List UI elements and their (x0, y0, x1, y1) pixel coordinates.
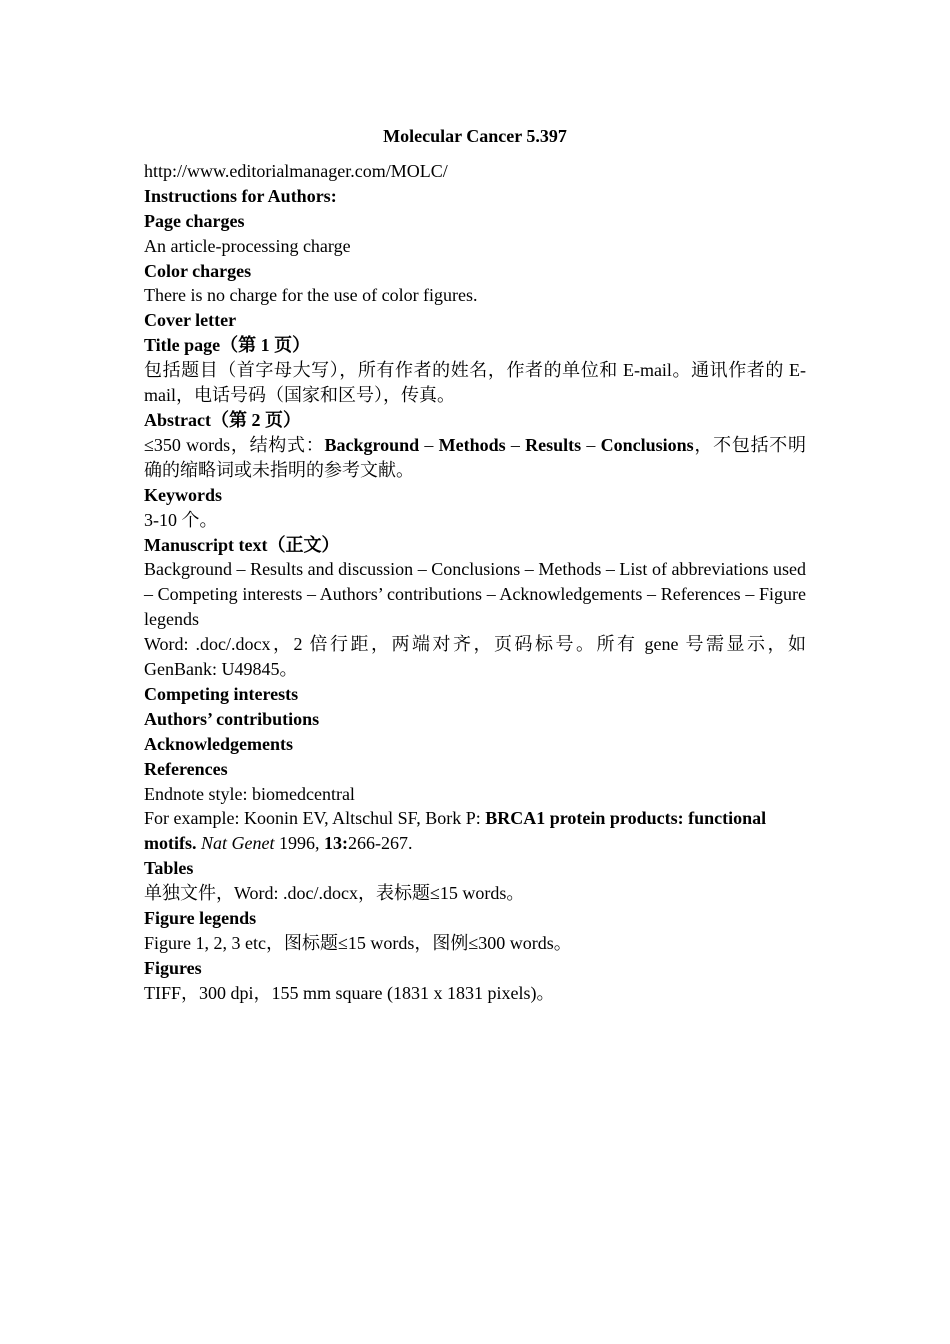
figure-legends-heading: Figure legends (144, 908, 257, 929)
manuscript-word-format: Word: .doc/.docx，2 倍行距，两端对齐，页码标号。所有 gene 号需显示，如 GenBank: U49845。 (144, 634, 806, 680)
abstract-section-background: Background (324, 434, 420, 455)
abstract-suffix: ，不包括不明确的缩略词或未指明的参考文献。 (144, 434, 807, 480)
example-journal: Nat Genet (201, 833, 275, 854)
competing-interests-heading: Competing interests (144, 683, 299, 704)
abstract-section-results: Results (525, 434, 582, 455)
color-charges-heading: Color charges (144, 260, 252, 281)
references-heading: References (144, 758, 228, 779)
abstract-text (144, 433, 806, 483)
title-page-text: 包括题目（首字母大写），所有作者的姓名，作者的单位和 E-mail。通讯作者的 E-mail，电话号码（国家和区号），传真。 (144, 360, 806, 406)
abstract-heading: Abstract（第 2 页） (144, 409, 301, 430)
keywords-text: 3-10 个。 (144, 509, 218, 530)
authors-contributions-heading: Authors’ contributions (144, 708, 320, 729)
color-charges-text: There is no charge for the use of color figures. (144, 285, 478, 306)
figures-text: TIFF，300 dpi，155 mm square (1831 x 1831 pixels)。 (144, 982, 555, 1003)
example-pages: 266-267. (348, 833, 413, 854)
example-year: 1996, (274, 833, 324, 854)
references-example (144, 806, 806, 856)
keywords-heading: Keywords (144, 484, 222, 505)
document-title: Molecular Cancer 5.397 (383, 126, 567, 146)
abstract-dash: – (419, 434, 439, 455)
page-charges-heading: Page charges (144, 210, 245, 231)
cover-letter-heading: Cover letter (144, 310, 237, 331)
abstract-prefix: ≤350 words，结构式： (144, 434, 325, 455)
page-charges-text: An article-processing charge (144, 235, 351, 256)
tables-heading: Tables (144, 858, 194, 879)
title-page-heading: Title page（第 1 页） (144, 335, 311, 356)
acknowledgements-heading: Acknowledgements (144, 733, 293, 754)
manuscript-heading: Manuscript text（正文） (144, 534, 340, 555)
figures-heading: Figures (144, 957, 202, 978)
tables-text: 单独文件，Word: .doc/.docx，表标题≤15 words。 (144, 883, 525, 904)
example-title: BRCA1 protein products: functional motifs. (144, 808, 767, 854)
abstract-dash: – (505, 434, 526, 455)
manuscript-sections: Background – Results and discussion – Conclusions – Methods – List of abbreviations used – Competing interests – Authors’ contributions – Acknowledgements – References – Figure legends (144, 559, 806, 630)
example-volume: 13: (324, 833, 348, 854)
example-authors: For example: Koonin EV, Altschul SF, Bork P: (144, 808, 486, 829)
abstract-section-conclusions: Conclusions (600, 434, 694, 455)
document-page (144, 124, 806, 1006)
abstract-section-methods: Methods (438, 434, 506, 455)
figure-legends-text: Figure 1, 2, 3 etc，图标题≤15 words，图例≤300 words。 (144, 933, 572, 953)
submission-url: http://www.editorialmanager.com/MOLC/ (144, 160, 448, 181)
instructions-heading: Instructions for Authors: (144, 185, 337, 206)
references-endnote: Endnote style: biomedcentral (144, 783, 355, 804)
abstract-dash: – (581, 434, 601, 455)
